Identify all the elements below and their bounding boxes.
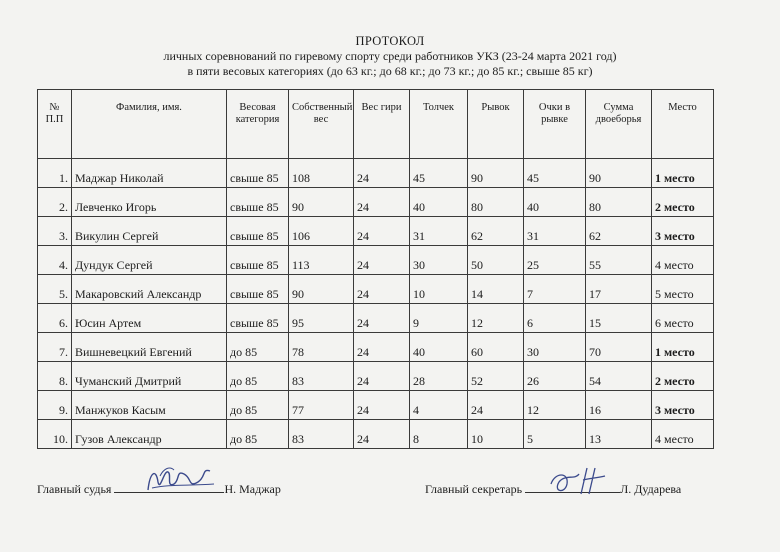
cell-snatch: 60 (468, 333, 524, 362)
cell-snatch: 10 (468, 420, 524, 449)
table-row (38, 246, 714, 275)
cell-category: до 85 (227, 420, 289, 449)
cell-name: Вишневецкий Евгений (72, 333, 227, 362)
cell-snatch-points: 12 (524, 391, 586, 420)
cell-snatch: 80 (468, 188, 524, 217)
cell-kettlebell: 24 (354, 362, 410, 391)
cell-name: Манжуков Касым (72, 391, 227, 420)
cell-number: 6. (38, 304, 72, 333)
cell-kettlebell: 24 (354, 275, 410, 304)
column-header-own-weight: Собственный вес (289, 90, 354, 159)
cell-name: Дундук Сергей (72, 246, 227, 275)
cell-place: 4 место (652, 420, 714, 449)
judge-name: Н. Маджар (224, 482, 281, 496)
cell-biathlon-sum: 15 (586, 304, 652, 333)
cell-number: 5. (38, 275, 72, 304)
cell-jerk: 40 (410, 333, 468, 362)
cell-kettlebell: 24 (354, 217, 410, 246)
cell-number: 4. (38, 246, 72, 275)
table-row (38, 333, 714, 362)
cell-category: до 85 (227, 333, 289, 362)
column-header-place: Место (652, 90, 714, 159)
cell-biathlon-sum: 70 (586, 333, 652, 362)
cell-own-weight: 90 (289, 275, 354, 304)
cell-number: 3. (38, 217, 72, 246)
cell-name: Гузов Александр (72, 420, 227, 449)
table-row (38, 217, 714, 246)
cell-own-weight: 78 (289, 333, 354, 362)
cell-snatch: 90 (468, 159, 524, 188)
table-row (38, 275, 714, 304)
cell-biathlon-sum: 55 (586, 246, 652, 275)
cell-kettlebell: 24 (354, 246, 410, 275)
cell-name: Маджар Николай (72, 159, 227, 188)
cell-biathlon-sum: 17 (586, 275, 652, 304)
cell-place: 6 место (652, 304, 714, 333)
results-table (37, 89, 714, 449)
cell-category: свыше 85 (227, 217, 289, 246)
cell-jerk: 8 (410, 420, 468, 449)
column-header-jerk: Толчек (410, 90, 468, 159)
cell-name: Викулин Сергей (72, 217, 227, 246)
cell-category: свыше 85 (227, 188, 289, 217)
cell-snatch: 62 (468, 217, 524, 246)
cell-number: 1. (38, 159, 72, 188)
cell-place: 1 место (652, 159, 714, 188)
cell-place: 5 место (652, 275, 714, 304)
judge-label: Главный судья (37, 482, 112, 496)
cell-name: Макаровский Александр (72, 275, 227, 304)
cell-kettlebell: 24 (354, 333, 410, 362)
cell-own-weight: 113 (289, 246, 354, 275)
secretary-name: Л. Дударева (620, 482, 682, 496)
cell-number: 10. (38, 420, 72, 449)
cell-kettlebell: 24 (354, 420, 410, 449)
table-row (38, 391, 714, 420)
cell-category: до 85 (227, 391, 289, 420)
table-row (38, 188, 714, 217)
cell-name: Чуманский Дмитрий (72, 362, 227, 391)
cell-place: 2 место (652, 362, 714, 391)
cell-snatch-points: 45 (524, 159, 586, 188)
cell-kettlebell: 24 (354, 391, 410, 420)
cell-biathlon-sum: 62 (586, 217, 652, 246)
cell-jerk: 30 (410, 246, 468, 275)
cell-name: Юсин Артем (72, 304, 227, 333)
cell-jerk: 31 (410, 217, 468, 246)
cell-place: 2 место (652, 188, 714, 217)
cell-jerk: 40 (410, 188, 468, 217)
secretary-label: Главный секретарь (425, 482, 523, 496)
cell-name: Левченко Игорь (72, 188, 227, 217)
table-row (38, 362, 714, 391)
cell-own-weight: 95 (289, 304, 354, 333)
cell-jerk: 9 (410, 304, 468, 333)
cell-number: 9. (38, 391, 72, 420)
cell-category: свыше 85 (227, 275, 289, 304)
cell-own-weight: 106 (289, 217, 354, 246)
cell-jerk: 28 (410, 362, 468, 391)
cell-category: свыше 85 (227, 246, 289, 275)
cell-own-weight: 90 (289, 188, 354, 217)
column-header-kettlebell: Вес гири (354, 90, 410, 159)
cell-jerk: 45 (410, 159, 468, 188)
cell-snatch-points: 40 (524, 188, 586, 217)
column-header-snatch-points: Очки в рывке (524, 90, 586, 159)
cell-place: 3 место (652, 391, 714, 420)
table-row (38, 304, 714, 333)
cell-own-weight: 83 (289, 420, 354, 449)
cell-snatch-points: 5 (524, 420, 586, 449)
column-header-snatch: Рывок (468, 90, 524, 159)
cell-number: 8. (38, 362, 72, 391)
column-header-name: Фамилия, имя. (72, 90, 227, 159)
cell-number: 2. (38, 188, 72, 217)
cell-biathlon-sum: 16 (586, 391, 652, 420)
cell-snatch: 14 (468, 275, 524, 304)
secretary-handwritten-signature (545, 464, 615, 500)
cell-own-weight: 83 (289, 362, 354, 391)
cell-snatch-points: 30 (524, 333, 586, 362)
cell-category: свыше 85 (227, 304, 289, 333)
cell-snatch-points: 7 (524, 275, 586, 304)
cell-snatch-points: 25 (524, 246, 586, 275)
cell-kettlebell: 24 (354, 304, 410, 333)
cell-biathlon-sum: 90 (586, 159, 652, 188)
cell-snatch: 50 (468, 246, 524, 275)
cell-snatch-points: 31 (524, 217, 586, 246)
cell-biathlon-sum: 13 (586, 420, 652, 449)
cell-biathlon-sum: 80 (586, 188, 652, 217)
column-header-category: Весовая категория (227, 90, 289, 159)
cell-snatch: 52 (468, 362, 524, 391)
cell-snatch: 12 (468, 304, 524, 333)
column-header-number: № П.П (38, 90, 72, 159)
cell-place: 3 место (652, 217, 714, 246)
document-subtitle-event: личных соревнований по гиревому спорту среди работников УКЗ (23-24 марта 2021 год) (163, 49, 617, 63)
cell-category: до 85 (227, 362, 289, 391)
column-header-biathlon-sum: Сумма двоеборья (586, 90, 652, 159)
document-title: ПРОТОКОЛ (355, 34, 425, 48)
cell-snatch: 24 (468, 391, 524, 420)
cell-category: свыше 85 (227, 159, 289, 188)
cell-kettlebell: 24 (354, 188, 410, 217)
table-row (38, 159, 714, 188)
cell-kettlebell: 24 (354, 159, 410, 188)
document-subtitle-categories: в пяти весовых категориях (до 63 кг.; до 68 кг.; до 73 кг.; до 85 кг.; свыше 85 кг) (187, 64, 593, 78)
cell-jerk: 10 (410, 275, 468, 304)
cell-place: 4 место (652, 246, 714, 275)
cell-jerk: 4 (410, 391, 468, 420)
cell-snatch-points: 6 (524, 304, 586, 333)
judge-handwritten-signature (140, 462, 220, 498)
cell-snatch-points: 26 (524, 362, 586, 391)
table-header-row (38, 90, 714, 159)
cell-place: 1 место (652, 333, 714, 362)
cell-number: 7. (38, 333, 72, 362)
cell-own-weight: 108 (289, 159, 354, 188)
table-row (38, 420, 714, 449)
cell-biathlon-sum: 54 (586, 362, 652, 391)
cell-own-weight: 77 (289, 391, 354, 420)
